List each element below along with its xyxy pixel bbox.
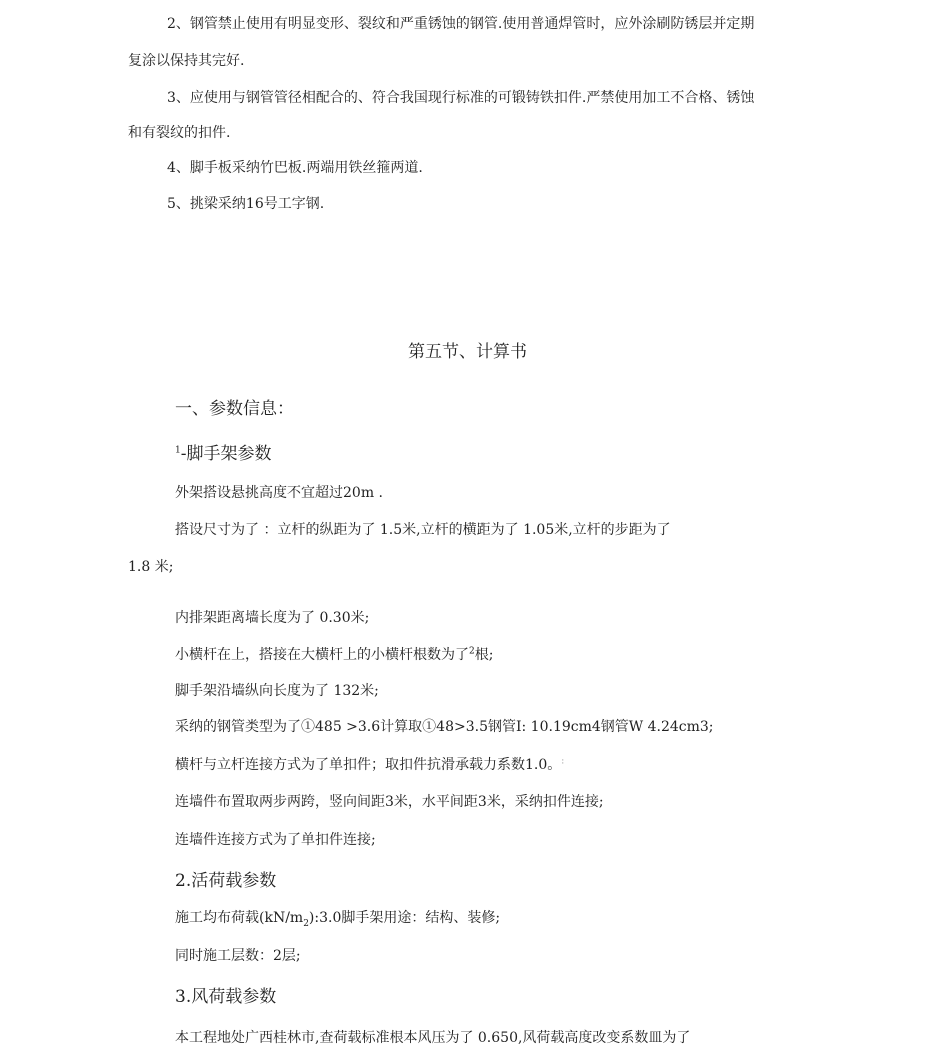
scaffold-param-connection [175, 755, 564, 775]
scaffold-param-small-bars [175, 645, 493, 665]
part-1-subheading [175, 442, 271, 466]
scaffold-param-length: 脚手架沿墙纵向长度为了 132米; [175, 683, 379, 699]
live-load-uniform [175, 908, 500, 928]
scaffold-param-steel-pipe: 采纳的钢管类型为了①485 >3.6计算取①48>3.5钢管I: 10.19cm4钢管W 4.24cm3; [175, 719, 714, 735]
list-item-5: 5、挑梁采纳16号工字钢. [167, 196, 325, 212]
list-item-3-line-2: 和有裂纹的扣件. [128, 125, 231, 141]
list-item-2-line-1: 2、钢管禁止使用有明显变形、裂纹和严重锈蚀的钢管.使用普通焊管时，应外涂刷防锈层并定期 [167, 16, 755, 32]
list-item-4: 4、脚手板采纳竹巴板.两端用铁丝箍两道. [167, 160, 423, 176]
live-load-text-a: 施工均布荷载(kN/m [175, 910, 304, 926]
live-load-text-b: ):3.0脚手架用途：结构、装修; [308, 910, 501, 926]
wind-load-paragraph: 本工程地处广西桂林市,查荷载标准根本风压为了 0.650,风荷载高度改变系数皿为了 [175, 1030, 691, 1046]
scaffold-param-wall-ties-connection: 连墙件连接方式为了单扣件连接; [175, 832, 376, 848]
scaffold-param-dimensions-line-2: 1.8 米; [128, 559, 174, 575]
stray-mark: : [561, 756, 565, 767]
scaffold-param-dimensions-line-1: 搭设尺寸为了 ：立杆的纵距为了 1.5米,立杆的横距为了 1.05米,立杆的步距为了 [175, 522, 671, 538]
part-3-heading: 3.风荷载参数 [175, 987, 277, 1007]
live-load-unit-exponent: 2 [303, 918, 309, 929]
subheading-number: 1 [175, 445, 181, 456]
part-2-heading: 2.活荷载参数 [175, 871, 277, 891]
list-item-2-line-2: 复涂以保持其完好. [128, 53, 245, 69]
section-title: 第五节、计算书 [408, 342, 527, 362]
part-1-heading: 一、参数信息： [175, 399, 294, 419]
scaffold-param-height: 外架搭设悬挑高度不宜超过20m . [175, 485, 383, 501]
scaffold-param-wall-ties-layout: 连墙件布置取两步两跨，竖向间距3米，水平间距3米，采纳扣件连接; [175, 794, 604, 810]
small-bars-count: 2 [469, 646, 475, 657]
list-item-3-line-1: 3、应使用与钢管管径相配合的、符合我国现行标准的可锻铸铁扣件.严禁使用加工不合格、锈蚀 [167, 90, 755, 106]
small-bars-unit: 根; [474, 647, 494, 663]
live-load-floors: 同时施工层数：2层; [175, 948, 301, 964]
small-bars-text: 小横杆在上，搭接在大横杆上的小横杆根数为了 [175, 647, 469, 663]
scaffold-param-wall-distance: 内排架距离墙长度为了 0.30米; [175, 610, 370, 626]
subheading-text: -脚手架参数 [180, 444, 272, 464]
connection-text: 横杆与立杆连接方式为了单扣件；取扣件抗滑承载力系数1.0。 [175, 757, 562, 773]
